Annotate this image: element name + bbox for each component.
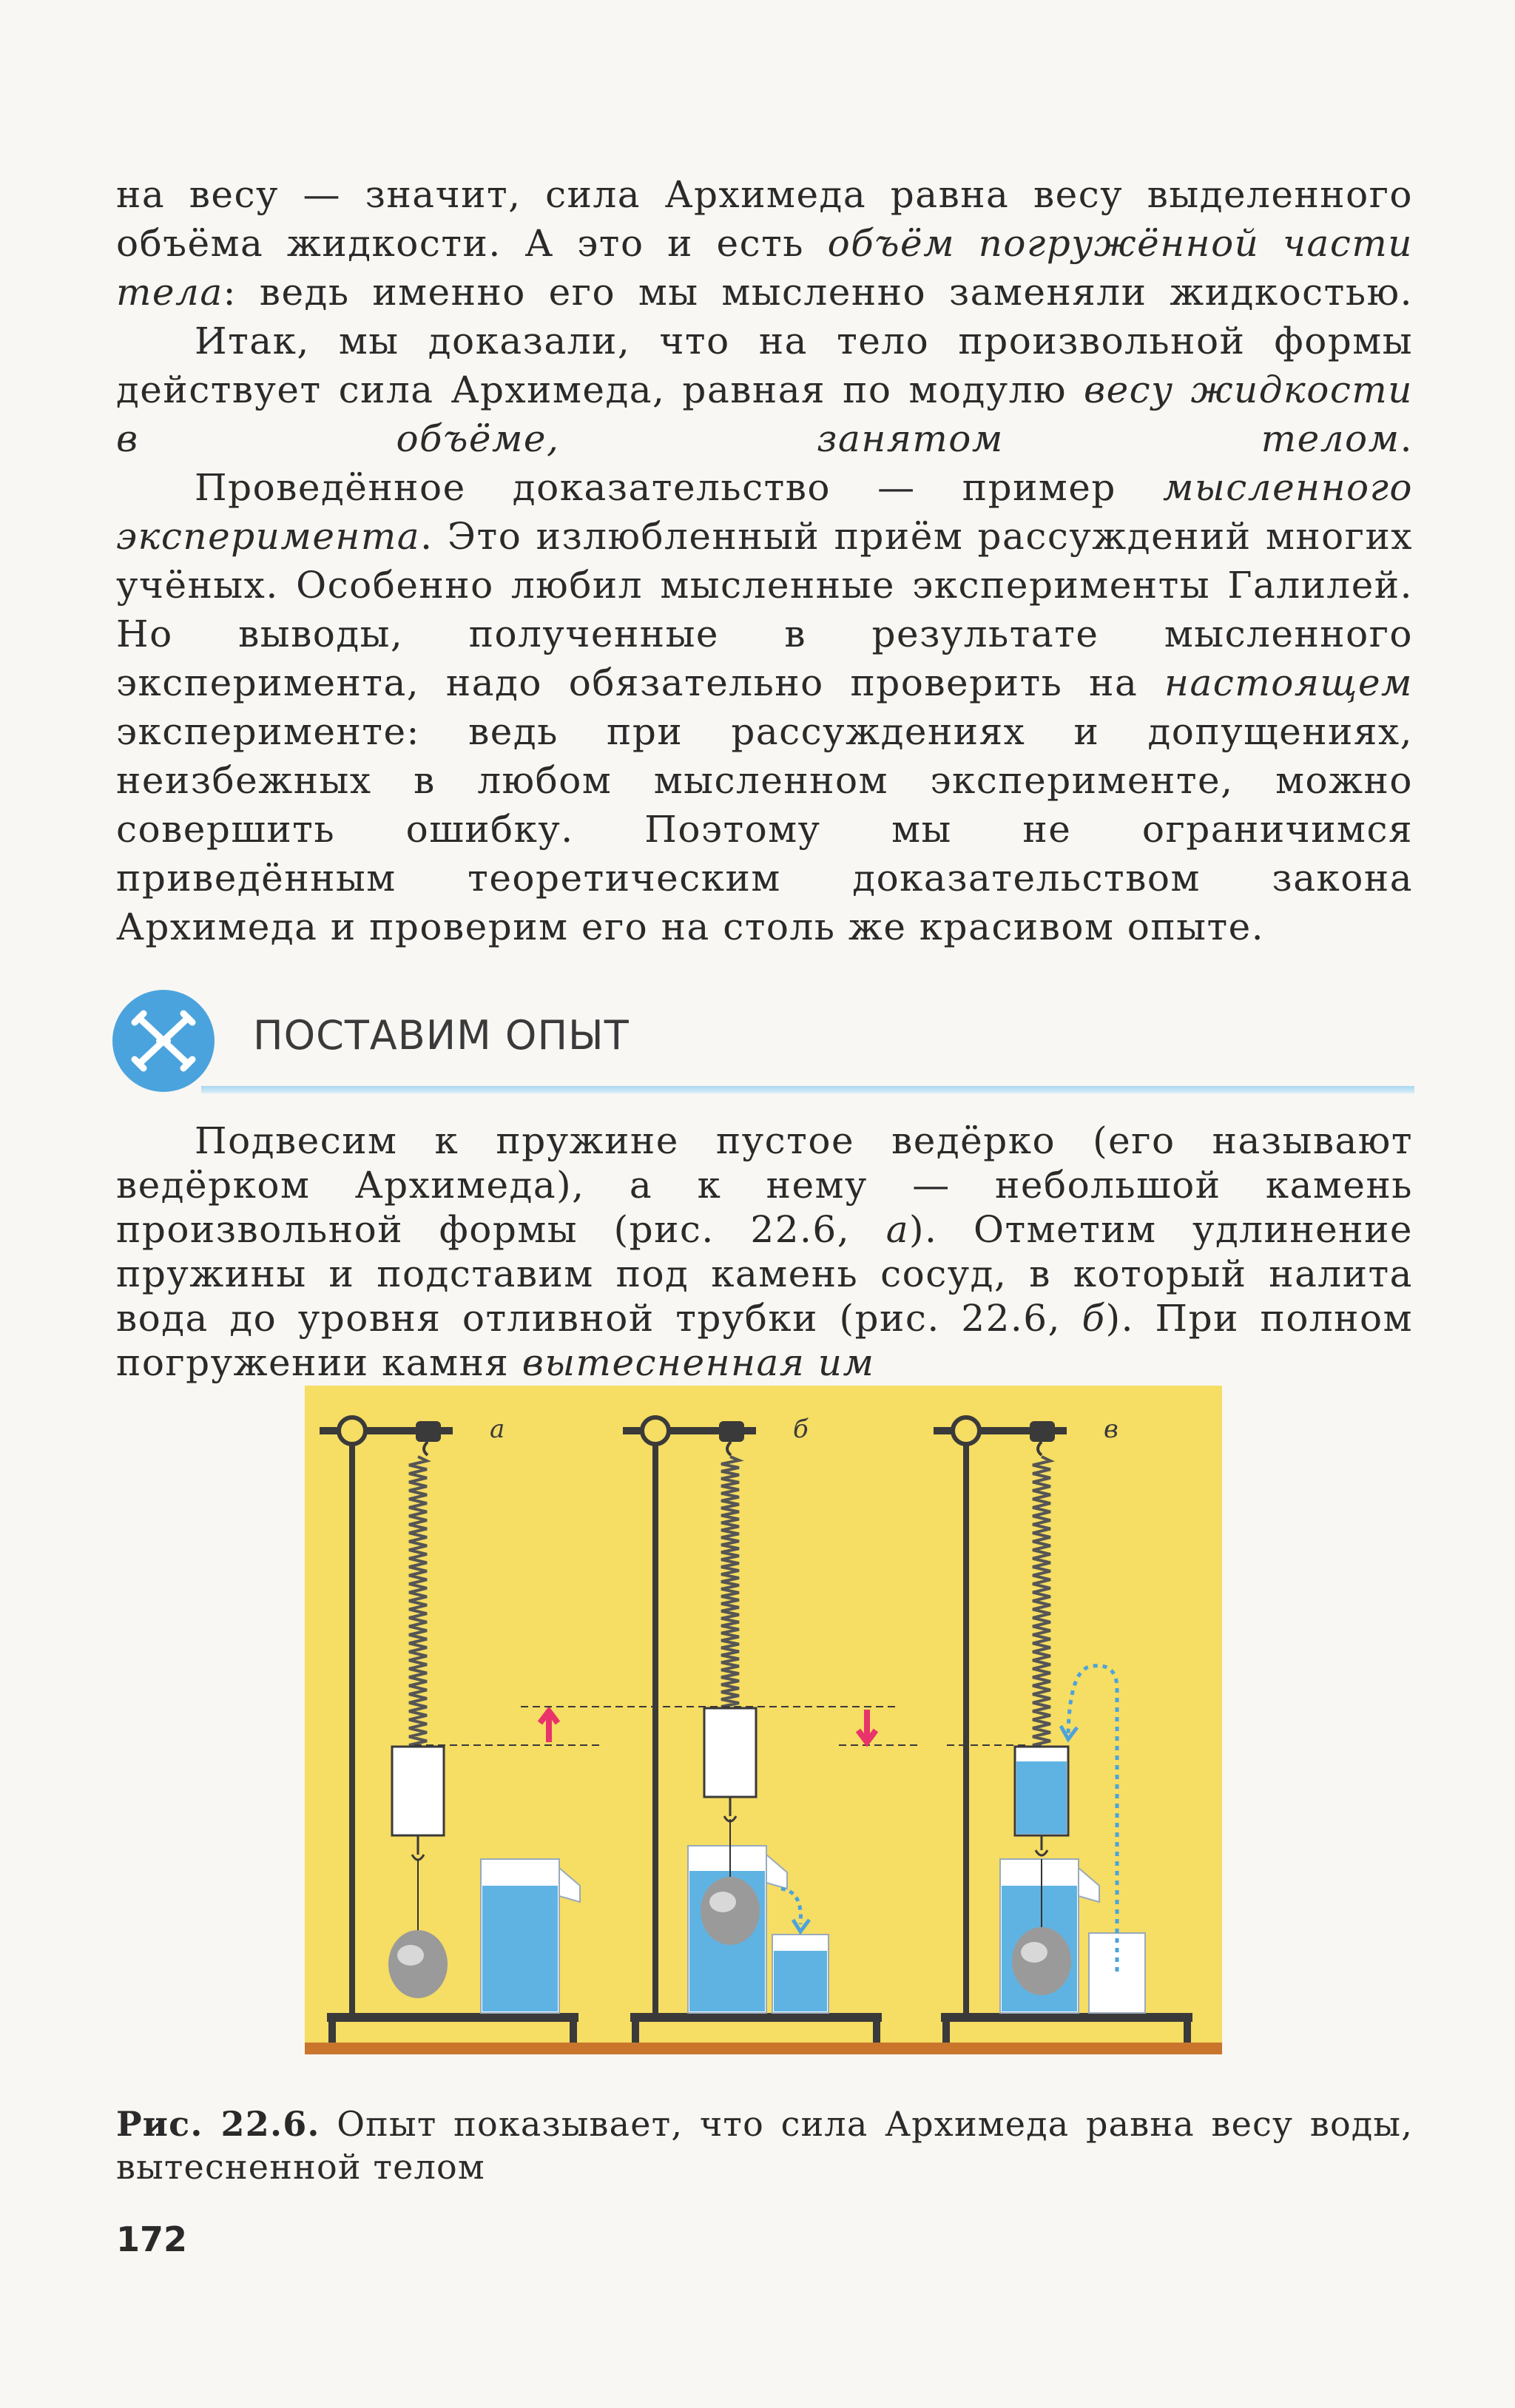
water: [482, 1886, 558, 2011]
panel-label: б: [793, 1414, 809, 1444]
text-run: .: [1400, 417, 1413, 460]
archimedes-bucket-illustration: [305, 1386, 1222, 2072]
body-text-experiment: [116, 1119, 1413, 1385]
section-divider: [201, 1086, 1414, 1093]
paragraph: [116, 1119, 1413, 1385]
experiment-icon: [112, 990, 215, 1092]
stand-base: [941, 2013, 1192, 2022]
water: [1016, 1761, 1067, 1834]
panel-label: в: [1104, 1414, 1118, 1444]
caption-label: Рис. 22.6.: [116, 2104, 320, 2144]
stand-base: [630, 2013, 882, 2022]
text-run: Подвесим к пружине пустое ведёрко (его называют ведёрком Архимеда), а к нему — небольшой камень произвольной формы (рис. 22.6,: [116, 1119, 1413, 1251]
emphasis-text: настоящем: [1164, 661, 1413, 704]
caption-text: Опыт показывает, что сила Архимеда равна весу воды, вытесненной телом: [116, 2104, 1414, 2187]
text-run: эксперименте: ведь при рассуждениях и допущениях, неизбежных в любом мысленном эксперименте, можно совершить ошибку. Поэтому мы не ограничимся приведённым теоретическим доказательством закона Архимеда и проверим его на столь же красивом опыте.: [116, 710, 1413, 948]
figure-22-6: [305, 1386, 1222, 2072]
stand-rod: [963, 1430, 969, 2014]
text-run: : ведь именно его мы мысленно заменяли жидкостью.: [223, 271, 1413, 314]
panel-label: а: [490, 1414, 505, 1444]
text-run: Проведённое доказательство — пример: [195, 466, 1164, 509]
stone: [388, 1930, 448, 1998]
table-surface: [305, 2043, 1222, 2054]
paragraph: [116, 170, 1413, 317]
section-title: ПОСТАВИМ ОПЫТ: [253, 1012, 630, 1059]
stand-rod: [652, 1430, 658, 2014]
page-number: 172: [116, 2219, 188, 2259]
body-text-top: [116, 170, 1413, 951]
clamp: [953, 1417, 979, 1444]
archimedes-bucket: [704, 1708, 756, 1797]
emphasis-text: вытесненная им: [522, 1341, 875, 1384]
stand-base: [327, 2013, 578, 2022]
emphasis-text: б: [1082, 1297, 1106, 1340]
text-run: . Это излюбленный приём рассуждений многих учёных. Особенно любил мысленные эксперименты Галилей. Но выводы, полученные в результате мысленного эксперимента, надо обязательно проверить на: [116, 515, 1413, 704]
stone: [701, 1877, 760, 1945]
section-header: [112, 990, 1414, 1093]
stone: [1012, 1927, 1071, 1995]
clamp: [339, 1417, 365, 1444]
text-run: Итак, мы доказали, что на тело произвольной формы действует сила Архимеда, равная по модулю: [116, 320, 1413, 411]
emphasis-text: а: [885, 1208, 909, 1251]
text-run: ). Отметим удлинение пружины и подставим под камень сосуд, в который налита вода до уровня отливной трубки (рис. 22.6,: [116, 1208, 1413, 1340]
text-run: на весу — значит, сила Архимеда равна весу выделенного объёма жидкости. А это и есть: [116, 173, 1413, 265]
emphasis-text: весу жидкости в объёме, занятом телом: [116, 368, 1413, 460]
text-run: ). При полном погружении камня: [116, 1297, 1414, 1384]
paragraph: [116, 463, 1413, 951]
stand-rod: [349, 1430, 355, 2014]
archimedes-bucket: [392, 1747, 444, 1835]
figure-caption: [116, 2102, 1413, 2188]
clamp: [642, 1417, 669, 1444]
emphasis-text: объём погружённой части тела: [116, 222, 1413, 314]
catch-beaker: [1089, 1933, 1145, 2013]
water: [774, 1951, 827, 2011]
emphasis-text: мысленного эксперимента: [116, 466, 1413, 558]
paragraph: [116, 317, 1413, 463]
